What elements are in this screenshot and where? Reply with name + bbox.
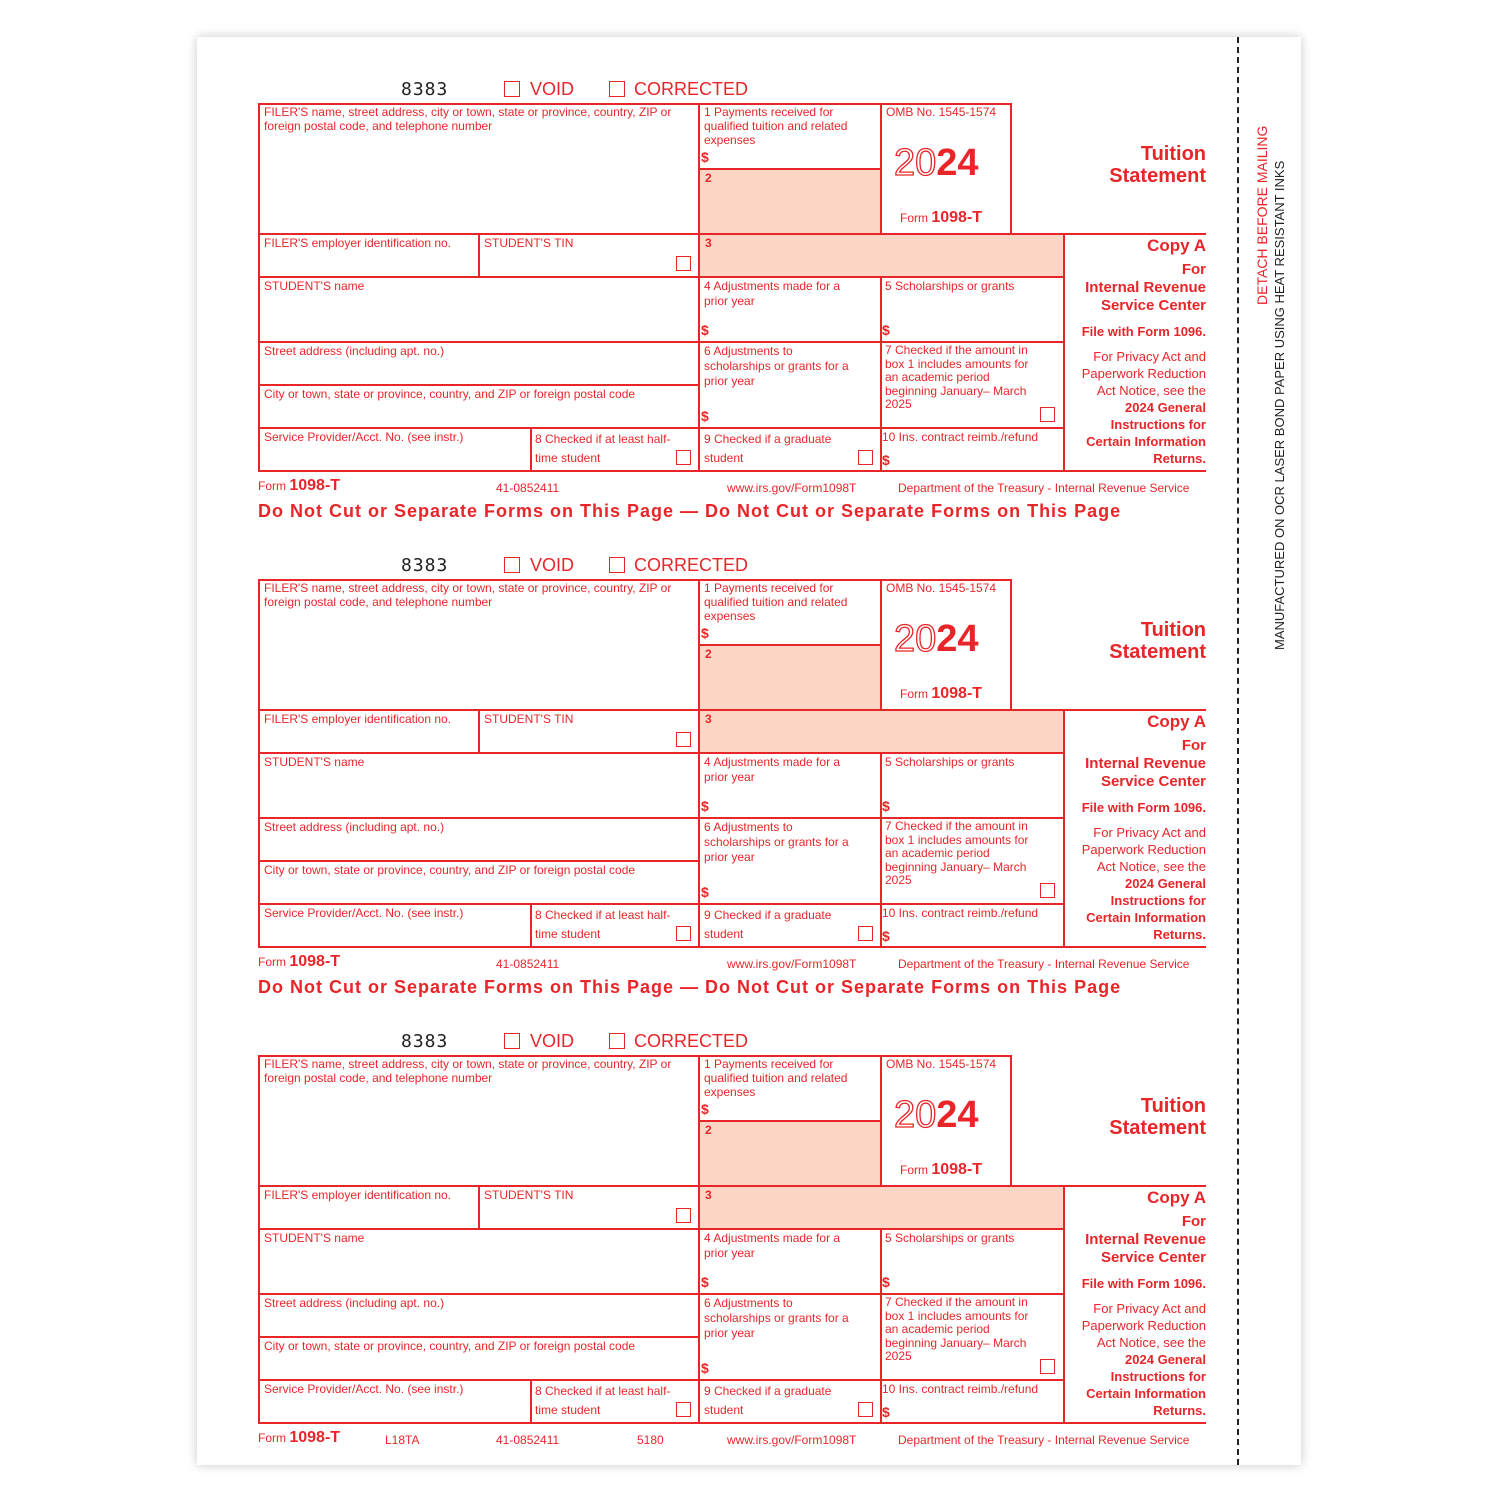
student-tin-label: STUDENT'S TIN [484,1188,574,1202]
student-tin-checkbox[interactable] [676,256,691,271]
void-checkbox[interactable] [504,81,520,97]
manufactured-notice: MANUFACTURED ON OCR LASER BOND PAPER USING HEAT RESISTANT INKS [1272,160,1287,650]
box8-checkbox[interactable] [676,450,691,465]
box1-dollar: $ [701,625,709,641]
privacy-line6: Certain Information [1086,910,1206,925]
privacy-line5: Instructions for [1110,893,1206,908]
omb-number: OMB No. 1545-1574 [886,105,997,119]
filer-name-label: FILER'S name, street address, city or town, state or province, country, ZIP or foreign postal code, and telephone number [264,581,672,609]
copy-for: For [1181,261,1206,278]
box3-shade [699,234,1063,276]
box8-label: 8 Checked if at least half-time student [535,908,671,941]
void-checkbox[interactable] [504,1033,520,1049]
corrected-checkbox[interactable] [609,1033,625,1049]
service-provider-label: Service Provider/Acct. No. (see instr.) [264,906,464,920]
form-name: Form 1098-T [900,685,983,702]
box7-label: 7 Checked if the amount in box 1 includes amounts for an academic period beginning January– March 2025 [885,343,1029,411]
footer-url: www.irs.gov/Form1098T [727,957,857,971]
box7-checkbox[interactable] [1040,1359,1055,1374]
box9-checkbox[interactable] [858,450,873,465]
student-name-label: STUDENT'S name [264,755,365,769]
box7-checkbox[interactable] [1040,883,1055,898]
box1-dollar: $ [701,149,709,165]
box5-dollar: $ [882,1274,890,1290]
box6-label: 6 Adjustments to scholarships or grants for a prior year [704,344,849,388]
privacy-line2: Paperwork Reduction [1081,1318,1206,1333]
box1-label: 1 Payments received for qualified tuition and related expenses [704,581,848,623]
box2-label: 2 [705,647,712,661]
box2-shade [699,169,880,233]
box2-shade [699,645,880,709]
student-name-label: STUDENT'S name [264,279,365,293]
box4-label: 4 Adjustments made for a prior year [704,1231,841,1260]
box2-label: 2 [705,171,712,185]
footer-cat-number: 41-0852411 [496,1433,560,1447]
corrected-label: CORRECTED [634,79,749,99]
privacy-line6: Certain Information [1086,434,1206,449]
corrected-checkbox[interactable] [609,557,625,573]
box6-dollar: $ [701,1360,709,1376]
box8-label: 8 Checked if at least half-time student [535,432,671,465]
void-label: VOID [530,1031,575,1051]
title-tuition: Tuition [1140,143,1206,165]
tax-year: 2024 [894,1094,979,1136]
form-grid [258,103,1206,473]
corrected-checkbox[interactable] [609,81,625,97]
street-address-label: Street address (including apt. no.) [264,820,445,834]
do-not-cut-notice: Do Not Cut or Separate Forms on This Page — Do Not Cut or Separate Forms on This Page [258,501,1122,521]
form-number: 8383 [401,79,449,100]
footer-cat-number: 41-0852411 [496,957,560,971]
footer-department: Department of the Treasury - Internal Revenue Service [898,481,1190,495]
irs-line1: Internal Revenue [1085,279,1206,296]
box6-label: 6 Adjustments to scholarships or grants for a prior year [704,820,849,864]
box4-dollar: $ [701,1274,709,1290]
privacy-line6: Certain Information [1086,1386,1206,1401]
irs-line2: Service Center [1100,297,1206,314]
box4-dollar: $ [701,322,709,338]
title-tuition: Tuition [1140,619,1206,641]
title-statement: Statement [1109,641,1206,663]
privacy-line3: Act Notice, see the [1096,859,1206,874]
footer-department: Department of the Treasury - Internal Revenue Service [898,957,1190,971]
student-tin-label: STUDENT'S TIN [484,236,574,250]
form-number: 8383 [401,1031,449,1052]
footer-url: www.irs.gov/Form1098T [727,481,857,495]
box9-checkbox[interactable] [858,926,873,941]
filer-ein-label: FILER'S employer identification no. [264,1188,452,1202]
filer-ein-label: FILER'S employer identification no. [264,236,452,250]
corrected-label: CORRECTED [634,1031,749,1051]
box10-label: 10 Ins. contract reimb./refund [882,430,1039,444]
form-grid [258,579,1206,949]
privacy-line1: For Privacy Act and [1093,1301,1206,1316]
title-tuition: Tuition [1140,1095,1206,1117]
title-statement: Statement [1109,165,1206,187]
box3-label: 3 [705,236,712,250]
street-address-label: Street address (including apt. no.) [264,344,445,358]
box8-checkbox[interactable] [676,1402,691,1417]
box7-checkbox[interactable] [1040,407,1055,422]
city-label: City or town, state or province, country, and ZIP or foreign postal code [264,387,636,401]
box4-label: 4 Adjustments made for a prior year [704,755,841,784]
box5-dollar: $ [882,322,890,338]
footer-url: www.irs.gov/Form1098T [727,1433,857,1447]
privacy-line2: Paperwork Reduction [1081,366,1206,381]
footer-form-name: Form 1098-T [258,953,341,970]
box2-label: 2 [705,1123,712,1137]
privacy-line5: Instructions for [1110,417,1206,432]
footer-cat-number: 41-0852411 [496,481,560,495]
box2-shade [699,1121,880,1185]
file-with: File with Form 1096. [1081,1276,1206,1291]
void-label: VOID [530,79,575,99]
box10-dollar: $ [882,1404,890,1420]
box3-shade [699,710,1063,752]
box8-checkbox[interactable] [676,926,691,941]
box9-checkbox[interactable] [858,1402,873,1417]
box7-label: 7 Checked if the amount in box 1 includes amounts for an academic period beginning January– March 2025 [885,1295,1029,1363]
copy-for: For [1181,1213,1206,1230]
footer-code: 5180 [637,1433,664,1447]
form-copy-2 [258,555,1206,997]
box9-label: 9 Checked if a graduate student [704,432,832,465]
privacy-line1: For Privacy Act and [1093,825,1206,840]
file-with: File with Form 1096. [1081,324,1206,339]
box3-label: 3 [705,712,712,726]
box3-label: 3 [705,1188,712,1202]
box9-label: 9 Checked if a graduate student [704,908,832,941]
privacy-line1: For Privacy Act and [1093,349,1206,364]
box5-label: 5 Scholarships or grants [885,1231,1015,1245]
box6-label: 6 Adjustments to scholarships or grants for a prior year [704,1296,849,1340]
do-not-cut-notice: Do Not Cut or Separate Forms on This Page — Do Not Cut or Separate Forms on This Page [258,977,1122,997]
tax-year: 2024 [894,618,979,660]
box9-label: 9 Checked if a graduate student [704,1384,832,1417]
privacy-line7: Returns. [1153,1403,1206,1418]
street-address-label: Street address (including apt. no.) [264,1296,445,1310]
copy-for: For [1181,737,1206,754]
box10-label: 10 Ins. contract reimb./refund [882,906,1039,920]
footer-department: Department of the Treasury - Internal Revenue Service [898,1433,1190,1447]
perforation-line [1237,37,1239,1465]
service-provider-label: Service Provider/Acct. No. (see instr.) [264,1382,464,1396]
filer-name-label: FILER'S name, street address, city or town, state or province, country, ZIP or foreign postal code, and telephone number [264,1057,672,1085]
privacy-line5: Instructions for [1110,1369,1206,1384]
form-number: 8383 [401,555,449,576]
box10-dollar: $ [882,928,890,944]
copy-a: Copy A [1147,1188,1206,1207]
box7-label: 7 Checked if the amount in box 1 includes amounts for an academic period beginning January– March 2025 [885,819,1029,887]
corrected-label: CORRECTED [634,555,749,575]
void-label: VOID [530,555,575,575]
student-tin-label: STUDENT'S TIN [484,712,574,726]
city-label: City or town, state or province, country, and ZIP or foreign postal code [264,863,636,877]
form-copy-3 [258,1031,1206,1447]
void-checkbox[interactable] [504,557,520,573]
box5-label: 5 Scholarships or grants [885,755,1015,769]
student-tin-checkbox[interactable] [676,1208,691,1223]
privacy-line2: Paperwork Reduction [1081,842,1206,857]
filer-ein-label: FILER'S employer identification no. [264,712,452,726]
box10-dollar: $ [882,452,890,468]
box3-shade [699,1186,1063,1228]
box1-dollar: $ [701,1101,709,1117]
privacy-line4: 2024 General [1125,1352,1206,1367]
box6-dollar: $ [701,884,709,900]
omb-number: OMB No. 1545-1574 [886,1057,997,1071]
privacy-line7: Returns. [1153,451,1206,466]
city-label: City or town, state or province, country, and ZIP or foreign postal code [264,1339,636,1353]
privacy-line4: 2024 General [1125,400,1206,415]
form-name: Form 1098-T [900,1161,983,1178]
irs-line2: Service Center [1100,773,1206,790]
box5-label: 5 Scholarships or grants [885,279,1015,293]
box1-label: 1 Payments received for qualified tuition and related expenses [704,1057,848,1099]
privacy-line7: Returns. [1153,927,1206,942]
tax-year: 2024 [894,142,979,184]
privacy-line4: 2024 General [1125,876,1206,891]
footer-l18ta: L18TA [385,1433,420,1447]
omb-number: OMB No. 1545-1574 [886,581,997,595]
box1-label: 1 Payments received for qualified tuition and related expenses [704,105,848,147]
box4-dollar: $ [701,798,709,814]
detach-notice: DETACH BEFORE MAILING [1254,125,1270,305]
box5-dollar: $ [882,798,890,814]
file-with: File with Form 1096. [1081,800,1206,815]
filer-name-label: FILER'S name, street address, city or town, state or province, country, ZIP or foreign postal code, and telephone number [264,105,672,133]
irs-line1: Internal Revenue [1085,1231,1206,1248]
box4-label: 4 Adjustments made for a prior year [704,279,841,308]
footer-form-name: Form 1098-T [258,1429,341,1446]
copy-a: Copy A [1147,236,1206,255]
service-provider-label: Service Provider/Acct. No. (see instr.) [264,430,464,444]
privacy-line3: Act Notice, see the [1096,383,1206,398]
form-grid [258,1055,1206,1425]
box10-label: 10 Ins. contract reimb./refund [882,1382,1039,1396]
student-name-label: STUDENT'S name [264,1231,365,1245]
irs-line2: Service Center [1100,1249,1206,1266]
privacy-line3: Act Notice, see the [1096,1335,1206,1350]
irs-line1: Internal Revenue [1085,755,1206,772]
title-statement: Statement [1109,1117,1206,1139]
box6-dollar: $ [701,408,709,424]
copy-a: Copy A [1147,712,1206,731]
box8-label: 8 Checked if at least half-time student [535,1384,671,1417]
footer-form-name: Form 1098-T [258,477,341,494]
student-tin-checkbox[interactable] [676,732,691,747]
form-copy-1 [258,79,1206,521]
form-name: Form 1098-T [900,209,983,226]
